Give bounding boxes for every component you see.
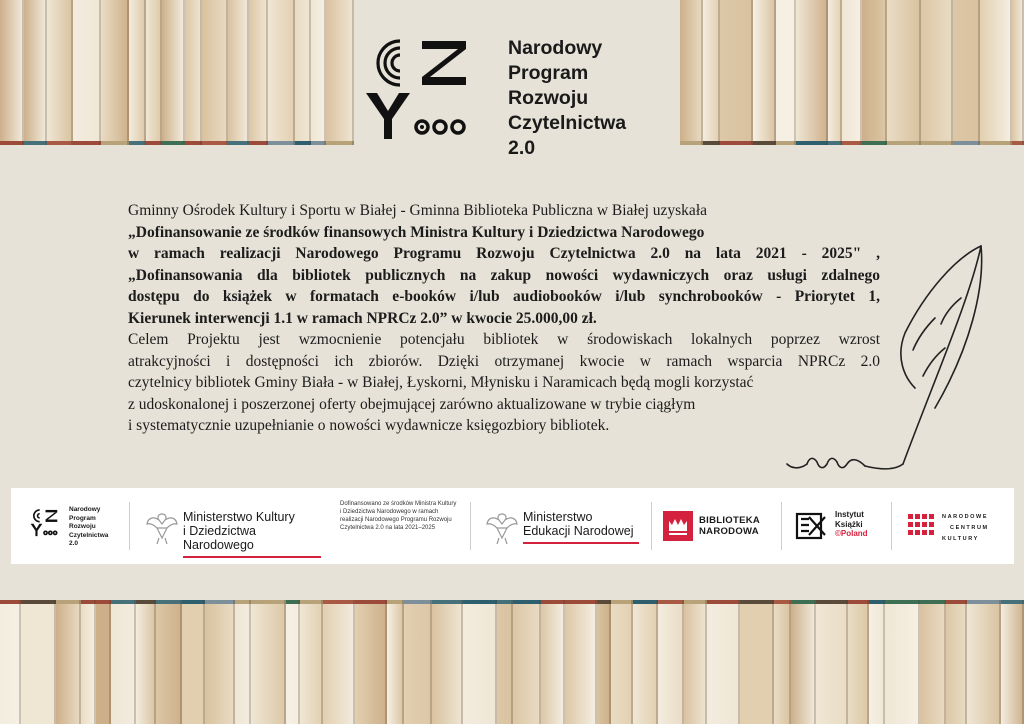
book-edge xyxy=(684,600,707,724)
book-edge xyxy=(21,600,56,724)
book-edge xyxy=(828,0,842,145)
funding-line: Dofinansowano ze środków Ministra Kultury xyxy=(340,501,457,507)
book-edge xyxy=(597,600,611,724)
mkidn-name-line: Ministerstwo Kultury xyxy=(183,510,295,524)
book-edge xyxy=(311,0,326,145)
nck-name xyxy=(942,512,989,545)
book-edge xyxy=(980,0,1012,145)
book-edge xyxy=(633,600,658,724)
body-line: i systematycznie uzupełnianie o nowości wydawnicze księgozbiory bibliotek. xyxy=(128,417,610,434)
book-edge xyxy=(740,600,774,724)
book-edge xyxy=(432,600,463,724)
nprcz-logo-icon xyxy=(360,35,480,145)
program-title-line: 2.0 xyxy=(508,137,536,159)
mkidn-name-line: i Dziedzictwa Narodowego xyxy=(183,524,256,552)
book-edge xyxy=(658,600,684,724)
intro-line: Gminny Ośrodek Kultury i Sportu w Białej - Gminna Biblioteka Publiczna w Białej uzyskała xyxy=(128,202,708,219)
book-edge xyxy=(816,600,848,724)
nck-name-line: NARODOWE xyxy=(942,514,989,520)
divider xyxy=(891,502,892,550)
men-logo xyxy=(485,488,645,564)
book-edge xyxy=(300,600,323,724)
bold-line: w ramach realizacji Narodowego Programu Rozwoju Czytelnictwa 2.0 na lata 2021 - 2025" , xyxy=(128,245,880,262)
book-edge xyxy=(249,0,268,145)
book-edge xyxy=(295,0,311,145)
men-name xyxy=(523,510,639,544)
book-edge xyxy=(1001,600,1024,724)
nprcz-small-title xyxy=(69,506,108,549)
mkidn-logo xyxy=(145,488,325,564)
quill-pen-icon xyxy=(785,238,995,478)
nck-name-line: KULTURY xyxy=(942,536,979,542)
ik-name-line: ©Poland xyxy=(835,529,868,538)
book-edge xyxy=(967,600,1001,724)
book-edge xyxy=(565,600,597,724)
book-edge xyxy=(513,600,541,724)
bn-name xyxy=(699,515,760,537)
book-edge xyxy=(703,0,720,145)
crown-icon xyxy=(663,511,693,541)
book-edge xyxy=(56,600,81,724)
book-edge xyxy=(0,0,24,145)
book-edge xyxy=(182,600,205,724)
nck-mark-icon xyxy=(906,510,936,542)
book-edge xyxy=(848,600,869,724)
ik-name-line: Instytut xyxy=(835,510,864,519)
nck-logo xyxy=(906,488,1006,564)
divider xyxy=(651,502,652,550)
book-edge xyxy=(202,0,228,145)
funding-line: Czytelnictwa 2.0 na lata 2021–2025 xyxy=(340,525,436,531)
book-edge xyxy=(326,0,354,145)
program-title-line: Czytelnictwa xyxy=(508,112,627,134)
nprcz-small-line: Czytelnictwa xyxy=(69,531,109,539)
book-edge xyxy=(81,600,96,724)
book-edge xyxy=(920,600,946,724)
book-edge xyxy=(404,600,432,724)
book-edge xyxy=(953,0,980,145)
nprcz-logo-icon xyxy=(29,504,61,542)
nprcz-small-line: Rozwoju xyxy=(69,523,96,530)
nprcz-small-line: 2.0 xyxy=(69,540,79,547)
ik-name xyxy=(835,510,868,539)
nprcz-small-logo xyxy=(25,488,125,564)
book-edge xyxy=(146,0,162,145)
book-edge xyxy=(921,0,953,145)
book-edge xyxy=(96,600,111,724)
book-edge xyxy=(497,600,513,724)
men-name-line: Ministerstwo xyxy=(523,510,593,524)
funding-line: i Dziedzictwa Narodowego w ramach xyxy=(340,509,439,515)
book-edge xyxy=(680,0,703,145)
book-edge xyxy=(1012,0,1024,145)
book-edge xyxy=(73,0,101,145)
book-edge xyxy=(887,0,921,145)
book-edge xyxy=(185,0,202,145)
instytut-ksiazki-logo xyxy=(795,488,895,564)
nprcz-small-line: Program xyxy=(69,514,96,522)
book-edge xyxy=(129,0,146,145)
polish-eagle-icon xyxy=(485,508,519,546)
book-edge xyxy=(463,600,497,724)
flag-line xyxy=(183,556,321,558)
program-title-line: Rozwoju xyxy=(508,87,589,109)
bold-line: Kierunek interwencji 1.1 w ramach NPRCz 2.0” w kwocie 25.000,00 zł. xyxy=(128,309,597,327)
book-edge xyxy=(162,0,185,145)
book-edge xyxy=(885,600,920,724)
funding-note xyxy=(340,500,480,532)
funding-line: realizacji Narodowego Programu Rozwoju xyxy=(340,517,452,523)
polish-eagle-icon xyxy=(145,508,179,546)
body-line: atrakcyjności i dostępności ich zbiorów. Dzięki otrzymanej kwocie w ramach wsparcia NPRCz 2.0 xyxy=(128,352,880,370)
book-edge xyxy=(842,0,862,145)
book-edge xyxy=(111,600,136,724)
book-edge xyxy=(47,0,73,145)
program-title xyxy=(508,36,668,161)
bold-line: „Dofinansowania dla bibliotek publicznych na zakup nowości wydawniczych oraz usługi zdalnego xyxy=(128,266,880,284)
book-edge xyxy=(228,0,249,145)
book-edge xyxy=(387,600,404,724)
book-edge xyxy=(869,600,885,724)
ik-name-line: Książki xyxy=(835,519,863,529)
announcement-text xyxy=(128,200,880,437)
body-line: z udoskonalonej i poszerzonej oferty obejmującej zarówno aktualizowane w trybie ciągłym xyxy=(128,395,696,413)
books-decoration-top-right xyxy=(680,0,1024,145)
book-edge xyxy=(946,600,967,724)
divider xyxy=(129,502,130,550)
book-edge xyxy=(24,0,47,145)
book-edge xyxy=(136,600,156,724)
book-edge xyxy=(355,600,387,724)
book-edge xyxy=(611,600,633,724)
book-edge xyxy=(0,600,21,724)
biblioteka-narodowa-logo xyxy=(663,488,775,564)
book-edge xyxy=(774,600,791,724)
books-decoration-top-left xyxy=(0,0,354,145)
bold-line: „Dofinansowanie ze środków finansowych Ministra Kultury i Dziedzictwa Narodowego xyxy=(128,223,705,241)
book-edge xyxy=(753,0,776,145)
book-edge xyxy=(862,0,887,145)
instytut-ksiazki-mark-icon xyxy=(795,511,829,541)
mkidn-name xyxy=(183,510,325,558)
book-edge xyxy=(776,0,796,145)
book-edge xyxy=(205,600,235,724)
program-title-line: Program xyxy=(508,62,589,84)
body-line: czytelnicy bibliotek Gminy Biała - w Białej, Łyskorni, Młynisku i Naramicach będą mogli korzystać xyxy=(128,374,754,391)
sponsor-logo-bar xyxy=(11,488,1014,564)
books-decoration-bottom xyxy=(0,600,1024,724)
nprcz-small-line: Narodowy xyxy=(69,506,101,513)
book-edge xyxy=(323,600,355,724)
book-edge xyxy=(268,0,295,145)
book-edge xyxy=(707,600,740,724)
book-edge xyxy=(796,0,828,145)
flag-line xyxy=(523,542,639,544)
book-edge xyxy=(720,0,753,145)
book-edge xyxy=(541,600,565,724)
book-edge xyxy=(156,600,182,724)
men-name-line: Edukacji Narodowej xyxy=(523,524,634,538)
program-title-line: Narodowy xyxy=(508,37,603,59)
book-edge xyxy=(286,600,300,724)
book-edge xyxy=(101,0,129,145)
divider xyxy=(470,502,471,550)
book-edge xyxy=(235,600,251,724)
body-line: Celem Projektu jest wzmocnienie potencjału bibliotek w środowiskach lokalnych poprzez wzrost xyxy=(128,331,880,348)
bn-name-line: BIBLIOTEKA xyxy=(699,515,761,526)
nck-name-line: CENTRUM xyxy=(950,525,989,531)
bn-name-line: NARODOWA xyxy=(699,526,759,537)
book-edge xyxy=(251,600,286,724)
book-edge xyxy=(791,600,816,724)
bold-line: dostępu do książek w formatach e-booków i/lub audiobooków i/lub synchrobooków - Priorytet 1, xyxy=(128,288,880,305)
divider xyxy=(781,502,782,550)
